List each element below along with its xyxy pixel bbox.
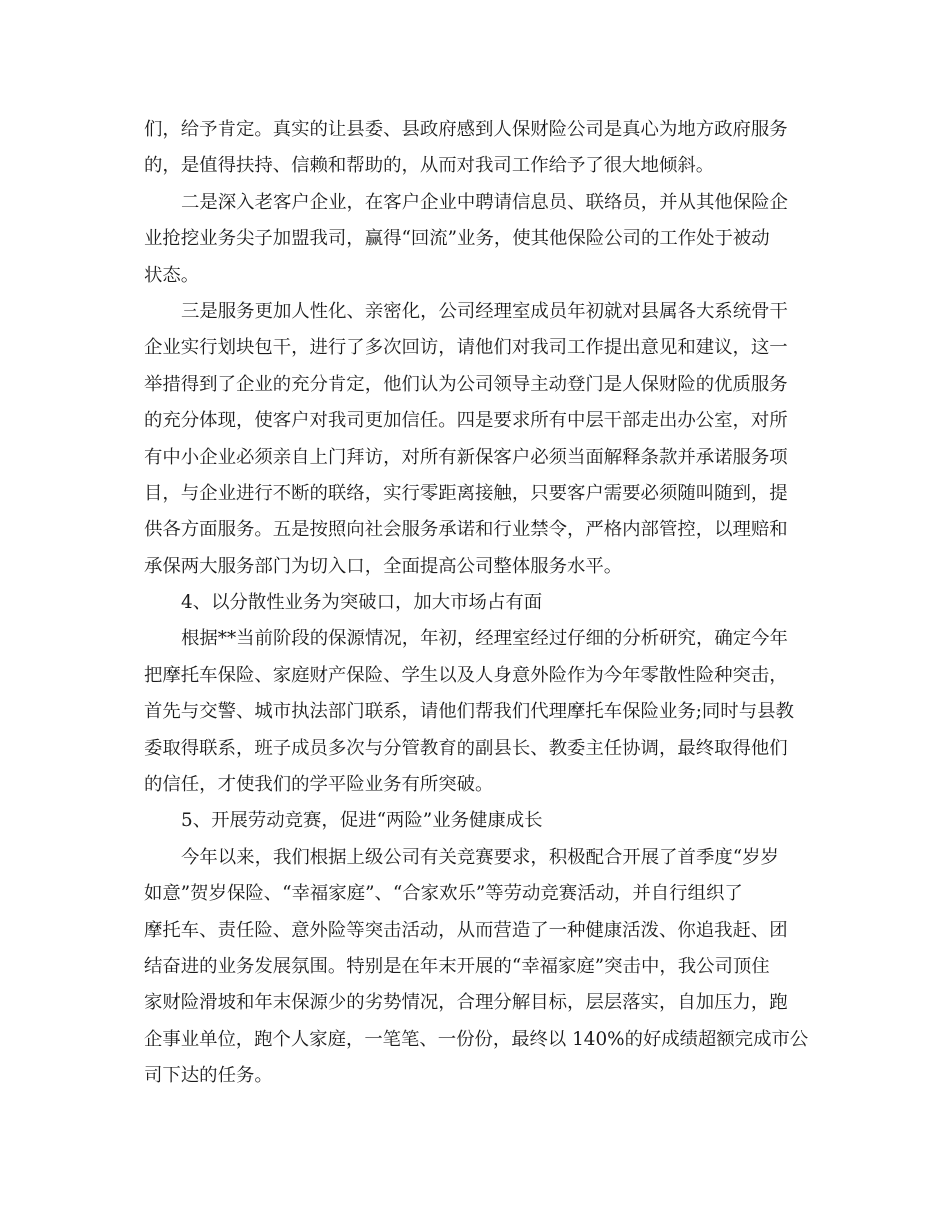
text-line: 企事业单位，跑个人家庭，一笔笔、一份份，最终以 140%的好成绩超额完成市公 — [144, 1028, 809, 1050]
text-line: 的，是值得扶持、信赖和帮助的，从而对我司工作给予了很大地倾斜。 — [144, 155, 715, 177]
text-line: 们，给予肯定。真实的让县委、县政府感到人保财险公司是真心为地方政府服务 — [144, 119, 788, 140]
document-body — [144, 112, 809, 1095]
text-line: 企业实行划块包干，进行了多次回访，请他们对我司工作提出意见和建议，这一 — [144, 337, 788, 359]
text-line: 家财险滑坡和年末保源少的劣势情况，合理分解目标，层层落实，自加压力，跑 — [144, 992, 788, 1014]
text-line: 的信任，才使我们的学平险业务有所突破。 — [144, 774, 494, 796]
text-line: 举措得到了企业的充分肯定，他们认为公司领导主动登门是人保财险的优质服务 — [144, 373, 788, 395]
text-line: 三是服务更加人性化、亲密化，公司经理室成员年初就对县属各大系统骨干 — [181, 300, 788, 322]
text-line: 状态。 — [144, 264, 200, 286]
text-line: 有中小企业必须亲自上门拜访，对所有新保客户必须当面解释条款并承诺服务项 — [144, 446, 788, 468]
text-line: 委取得联系，班子成员多次与分管教育的副县长、教委主任协调，最终取得他们 — [144, 737, 788, 759]
text-line: 根据**当前阶段的保源情况，年初，经理室经过仔细的分析研究，确定今年 — [181, 628, 788, 650]
text-line: 的充分体现，使客户对我司更加信任。四是要求所有中层干部走出办公室，对所 — [144, 410, 788, 432]
text-line: 结奋进的业务发展氛围。特别是在年末开展的“幸福家庭”突击中，我公司顶住 — [144, 955, 770, 977]
text-line: 目，与企业进行不断的联络，实行零距离接触，只要客户需要必须随叫随到，提 — [144, 482, 788, 504]
text-line: 司下达的任务。 — [144, 1065, 273, 1087]
text-line: 4、以分散性业务为突破口，加大市场占有面 — [181, 592, 543, 614]
text-line: 把摩托车保险、家庭财产保险、学生以及人身意外险作为今年零散性险种突击， — [144, 664, 788, 686]
text-line: 二是深入老客户企业，在客户企业中聘请信息员、联络员，并从其他保险企 — [181, 191, 788, 213]
text-line: 首先与交警、城市执法部门联系，请他们帮我们代理摩托车保险业务;同时与县教 — [144, 701, 794, 723]
text-line: 如意”贺岁保险、“幸福家庭”、“合家欢乐”等劳动竞赛活动，并自行组织了 — [144, 883, 743, 905]
text-line: 业抢挖业务尖子加盟我司，赢得“回流”业务，使其他保险公司的工作处于被动 — [144, 228, 770, 250]
text-line: 摩托车、责任险、意外险等突击活动，从而营造了一种健康活泼、你追我赶、团 — [144, 919, 788, 941]
text-line: 今年以来，我们根据上级公司有关竞赛要求，积极配合开展了首季度“岁岁 — [181, 846, 779, 868]
text-line: 供各方面服务。五是按照向社会服务承诺和行业禁令，严格内部管控，以理赔和 — [144, 519, 788, 541]
text-line: 承保两大服务部门为切入口，全面提高公司整体服务水平。 — [144, 555, 623, 577]
text-line: 5、开展劳动竞赛，促进“两险”业务健康成长 — [181, 810, 543, 832]
